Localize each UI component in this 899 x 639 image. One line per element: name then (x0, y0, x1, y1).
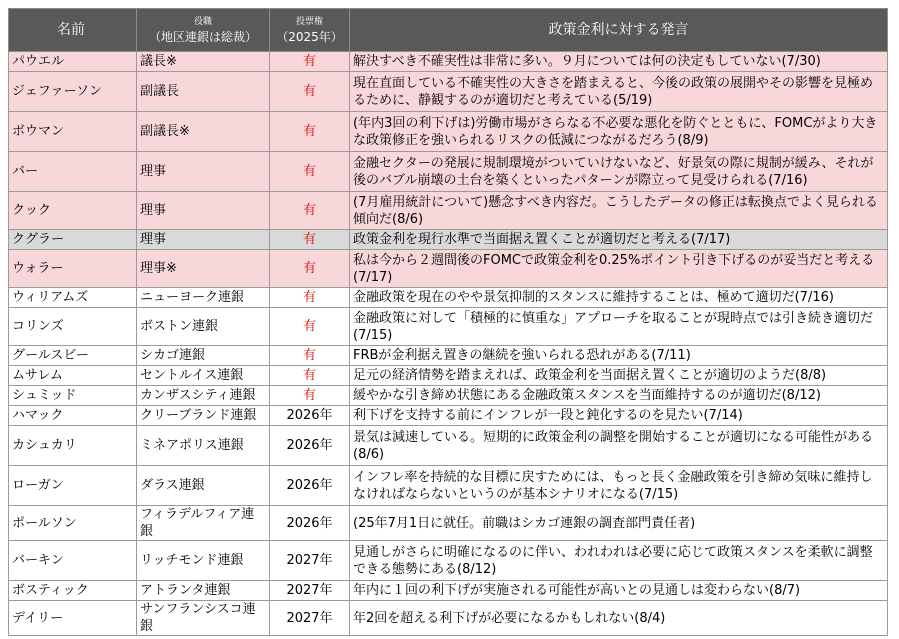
voting-status: 有 (270, 366, 350, 386)
voting-status: 2027年 (270, 541, 350, 581)
table-row (9, 288, 888, 308)
member-role: 理事 (137, 230, 270, 250)
member-role: セントルイス連銀 (137, 366, 270, 386)
policy-remark: 金融セクターの発展に規制環境がついていけないなど、好景気の際に規制が緩み、それが後のバブル崩壊の土台を築くといったパターンが際立って見受けられる(7/16) (350, 152, 888, 192)
header-role-line1: 役職 (193, 17, 212, 27)
policy-remark: 解決すべき不確実性は非常に多い。９月については何の決定もしていない(7/30) (350, 52, 888, 72)
policy-remark: 年2回を超える利下げが必要になるかもしれない(8/4) (350, 601, 888, 636)
voting-status: 2027年 (270, 601, 350, 636)
voting-status: 有 (270, 52, 350, 72)
table-row (9, 152, 888, 192)
voting-status: 2026年 (270, 426, 350, 466)
member-name: デイリー (9, 601, 137, 636)
member-name: ローガン (9, 466, 137, 506)
voting-status: 有 (270, 152, 350, 192)
header-vote (270, 9, 350, 52)
member-role: ボストン連銀 (137, 308, 270, 346)
member-role: サンフランシスコ連銀 (137, 601, 270, 636)
member-role: ニューヨーク連銀 (137, 288, 270, 308)
header-vote-line2: （2025年） (276, 30, 343, 44)
table-row (9, 426, 888, 466)
member-role: シカゴ連銀 (137, 346, 270, 366)
voting-status: 有 (270, 230, 350, 250)
member-name: ボスティック (9, 581, 137, 601)
member-name: ジェファーソン (9, 72, 137, 112)
member-name: ハマック (9, 406, 137, 426)
policy-remark: インフレ率を持続的な目標に戻すためには、もっと長く金融政策を引き締め気味に維持しなければならないというのが基本シナリオになる(7/15) (350, 466, 888, 506)
voting-status: 有 (270, 346, 350, 366)
table-row (9, 466, 888, 506)
policy-remark: 景気は減速している。短期的に政策金利の調整を開始することが適切になる可能性がある(8/6) (350, 426, 888, 466)
voting-status: 有 (270, 250, 350, 288)
table-row (9, 541, 888, 581)
policy-remark: (7月雇用統計について)懸念すべき内容だ。こうしたデータの修正は転換点でよく見られる傾向だ(8/6) (350, 192, 888, 230)
member-name: グールスビー (9, 346, 137, 366)
voting-status: 2026年 (270, 506, 350, 541)
fomc-members-table (8, 8, 888, 636)
member-role: リッチモンド連銀 (137, 541, 270, 581)
member-name: カシュカリ (9, 426, 137, 466)
table-row (9, 601, 888, 636)
member-role: 副議長※ (137, 112, 270, 152)
table-row (9, 250, 888, 288)
member-role: 理事※ (137, 250, 270, 288)
policy-remark: 年内に１回の利下げが実施される可能性が高いとの見通しは変わらない(8/7) (350, 581, 888, 601)
member-name: ウォラー (9, 250, 137, 288)
member-role: クリーブランド連銀 (137, 406, 270, 426)
policy-remark: 現在直面している不確実性の大きさを踏まえると、今後の政策の展開やその影響を見極めるために、静観するのが適切だと考えている(5/19) (350, 72, 888, 112)
policy-remark: 緩やかな引き締め状態にある金融政策スタンスを当面維持するのが適切だ(8/12) (350, 386, 888, 406)
voting-status: 2026年 (270, 466, 350, 506)
policy-remark: 金融政策を現在のやや景気抑制的スタンスに維持することは、極めて適切だ(7/16) (350, 288, 888, 308)
voting-status: 2027年 (270, 581, 350, 601)
voting-status: 有 (270, 288, 350, 308)
member-name: クック (9, 192, 137, 230)
header-name: 名前 (9, 9, 137, 52)
header-role (137, 9, 270, 52)
member-name: バー (9, 152, 137, 192)
voting-status: 有 (270, 72, 350, 112)
member-role: 理事 (137, 192, 270, 230)
voting-status: 有 (270, 112, 350, 152)
voting-status: 有 (270, 308, 350, 346)
policy-remark: 政策金利を現行水準で当面据え置くことが適切だと考える(7/17) (350, 230, 888, 250)
policy-remark: 見通しがさらに明確になるのに伴い、われわれは必要に応じて政策スタンスを柔軟に調整できる態勢にある(8/12) (350, 541, 888, 581)
member-name: ウィリアムズ (9, 288, 137, 308)
table-row (9, 192, 888, 230)
member-role: フィラデルフィア連銀 (137, 506, 270, 541)
voting-status: 有 (270, 386, 350, 406)
member-name: ポールソン (9, 506, 137, 541)
policy-remark: FRBが金利据え置きの継続を強いられる恐れがある(7/11) (350, 346, 888, 366)
policy-remark: 金融政策に対して「積極的に慎重な」アプローチを取ることが現時点では引き続き適切だ(7/15) (350, 308, 888, 346)
table-row (9, 366, 888, 386)
policy-remark: 利下げを支持する前にインフレが一段と鈍化するのを見たい(7/14) (350, 406, 888, 426)
member-role: カンザスシティ連銀 (137, 386, 270, 406)
header-role-line2: （地区連銀は総裁） (148, 30, 257, 44)
table-row (9, 581, 888, 601)
table-row (9, 386, 888, 406)
table-row (9, 112, 888, 152)
table-row (9, 308, 888, 346)
table-row (9, 72, 888, 112)
policy-remark: 私は今から２週間後のFOMCで政策金利を0.25%ポイント引き下げるのが妥当だと考える(7/17) (350, 250, 888, 288)
header-row (9, 9, 888, 52)
member-name: パウエル (9, 52, 137, 72)
member-name: シュミッド (9, 386, 137, 406)
voting-status: 有 (270, 192, 350, 230)
policy-remark: (年内3回の利下げは)労働市場がさらなる不必要な悪化を防ぐとともに、FOMCがより大きな政策修正を強いられるリスクの低減につながるだろう(8/9) (350, 112, 888, 152)
table-row (9, 506, 888, 541)
member-role: ダラス連銀 (137, 466, 270, 506)
table-row (9, 406, 888, 426)
member-role: アトランタ連銀 (137, 581, 270, 601)
header-vote-line1: 投票権 (295, 17, 323, 27)
policy-remark: 足元の経済情勢を踏まえれば、政策金利を当面据え置くことが適切のようだ(8/8) (350, 366, 888, 386)
member-name: バーキン (9, 541, 137, 581)
policy-remark: (25年7月1日に就任。前職はシカゴ連銀の調査部門責任者) (350, 506, 888, 541)
table-row (9, 230, 888, 250)
voting-status: 2026年 (270, 406, 350, 426)
member-role: ミネアポリス連銀 (137, 426, 270, 466)
member-name: ムサレム (9, 366, 137, 386)
header-remark: 政策金利に対する発言 (350, 9, 888, 52)
table-row (9, 346, 888, 366)
member-role: 副議長 (137, 72, 270, 112)
table-row (9, 52, 888, 72)
member-name: コリンズ (9, 308, 137, 346)
member-role: 理事 (137, 152, 270, 192)
member-name: ボウマン (9, 112, 137, 152)
member-role: 議長※ (137, 52, 270, 72)
member-name: クグラー (9, 230, 137, 250)
